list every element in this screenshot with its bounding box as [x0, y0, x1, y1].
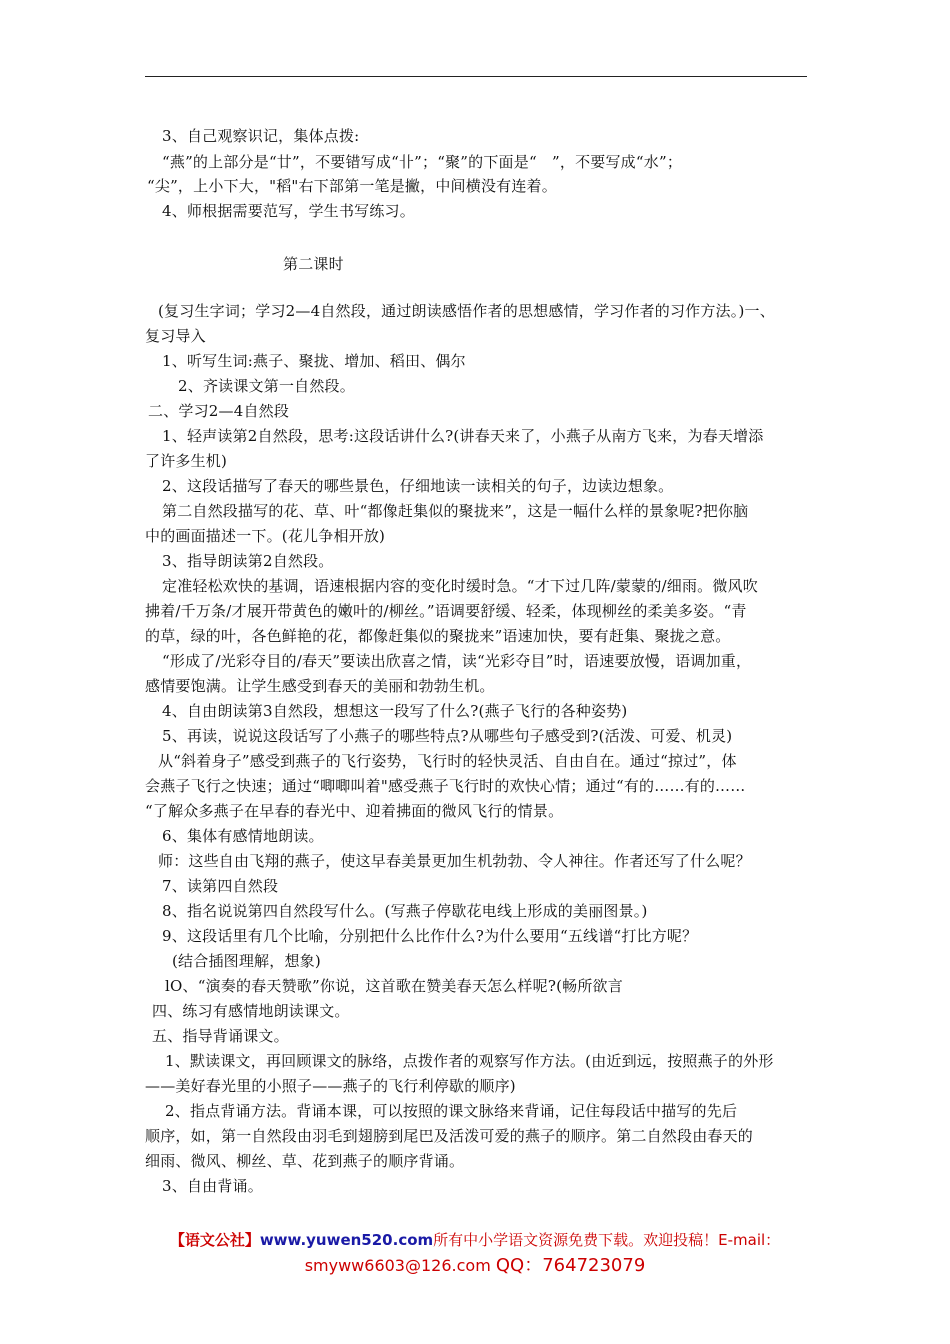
text-line: lO、“演奏的春天赞歌”你说，这首歌在赞美春天怎么样呢?(畅所欲言 [165, 977, 623, 995]
text-line: 中的画面描述一下。(花儿争相开放) [145, 527, 386, 545]
text-line: “燕”的上部分是“廿”，不要错写成“卝”；“聚”的下面是“ ”，不要写成“水”； [162, 153, 683, 171]
text-line: 4、师根据需要范写，学生书写练习。 [162, 202, 415, 220]
text-line: 会燕子飞行之快速；通过“唧唧叫着"感受燕子飞行时的欢快心情；通过“有的……有的…… [145, 777, 746, 795]
text-line: “形成了/光彩夺目的/春天”要读出欣喜之情，读“光彩夺目”时，语速要放慢，语调加重， [162, 652, 752, 670]
footer-line-1 [0, 1229, 950, 1250]
text-line: “了解众多燕子在早春的春光中、迎着拂面的微风飞行的情景。 [145, 802, 564, 820]
text-line: 五、指导背诵课文。 [152, 1027, 289, 1045]
footer-site-link[interactable]: www.yuwen520.com [259, 1231, 434, 1249]
text-line: 3、自由背诵。 [162, 1177, 263, 1195]
footer-text: 所有中小学语文资源免费下载。欢迎投稿！E-mail： [433, 1231, 781, 1249]
text-line: 第二自然段描写的花、草、叶“都像赶集似的聚拢来”，这是一幅什么样的景象呢?把你脑 [162, 502, 749, 520]
text-line: “尖”，上小下大，"稻"右下部第一笔是撇，中间横没有连着。 [147, 177, 557, 195]
section-title: 第二课时 [283, 255, 344, 273]
text-line: 9、这段话里有几个比喻，分别把什么比作什么?为什么要用“五线谱“打比方呢？ [162, 927, 698, 945]
text-line: 1、听写生词:燕子、聚拢、增加、稻田、偶尔 [162, 352, 466, 370]
footer-brand: 【语文公社】 [169, 1231, 260, 1249]
header-rule [145, 76, 807, 77]
text-line: 2、指点背诵方法。背诵本课，可以按照的课文脉络来背诵，记住每段话中描写的先后 [165, 1102, 738, 1120]
text-line: 复习导入 [145, 327, 206, 345]
text-line: 7、读第四自然段 [162, 877, 279, 895]
text-line: 二、学习2—4自然段 [148, 402, 290, 420]
text-line: 四、练习有感情地朗读课文。 [152, 1002, 350, 1020]
text-line: 1、轻声读第2自然段，思考:这段话讲什么?(讲春天来了，小燕子从南方飞来，为春天增添 [162, 427, 764, 445]
text-line: 1、默读课文，再回顾课文的脉络，点拨作者的观察写作方法。(由近到远，按照燕子的外形 [165, 1052, 774, 1070]
text-line: 从“斜着身子”感受到燕子的飞行姿势，飞行时的轻快灵活、自由自在。通过“掠过”，体 [158, 752, 737, 770]
text-line: 3、指导朗读第2自然段。 [162, 552, 334, 570]
footer-email[interactable]: smyww6603@126.com [304, 1256, 491, 1275]
text-line: 的草，绿的叶，各色鲜艳的花，都像赶集似的聚拢来”语速加快，要有赶集、聚拢之意。 [145, 627, 731, 645]
text-line: 拂着/千万条/才展开带黄色的嫩叶的/柳丝。”语调要舒缓、轻柔，体现柳丝的柔美多姿。“青 [145, 602, 747, 620]
text-line: 5、再读，说说这段话写了小燕子的哪些特点?从哪些句子感受到?(活泼、可爱、机灵) [162, 727, 733, 745]
text-line: 顺序，如，第一自然段由羽毛到翅膀到尾巴及活泼可爱的燕子的顺序。第二自然段由春天的 [145, 1127, 754, 1145]
text-line: 8、指名说说第四自然段写什么。(写燕子停歇花电线上形成的美丽图景。) [162, 902, 648, 920]
text-line: 师：这些自由飞翔的燕子，使这早春美景更加生机勃勃、令人神往。作者还写了什么呢？ [158, 852, 751, 870]
footer-qq: QQ：764723079 [495, 1255, 646, 1276]
text-line: 感情要饱满。让学生感受到春天的美丽和勃勃生机。 [145, 677, 495, 695]
text-line: 3、自己观察识记，集体点拨: [162, 127, 360, 145]
text-line: ——美好春光里的小照子——燕子的飞行利停歇的顺序) [145, 1077, 516, 1095]
text-line: 细雨、微风、柳丝、草、花到燕子的顺序背诵。 [145, 1152, 465, 1170]
footer-line-2 [0, 1251, 950, 1277]
text-line: 2、这段话描写了春天的哪些景色，仔细地读一读相关的句子，边读边想象。 [162, 477, 674, 495]
text-line: 4、自由朗读第3自然段，想想这一段写了什么?(燕子飞行的各种姿势) [162, 702, 628, 720]
text-line: 定准轻松欢快的基调，语速根据内容的变化时缓时急。“才下过几阵/蒙蒙的/细雨。微风吹 [162, 577, 758, 595]
text-line: (复习生字词；学习2—4自然段，通过朗读感悟作者的思想感情，学习作者的习作方法。)一、 [158, 302, 775, 320]
text-line: 6、集体有感情地朗读。 [162, 827, 324, 845]
text-line: (结合插图理解，想象) [172, 952, 321, 970]
text-line: 了许多生机) [145, 452, 228, 470]
text-line: 2、齐读课文第一自然段。 [178, 377, 355, 395]
